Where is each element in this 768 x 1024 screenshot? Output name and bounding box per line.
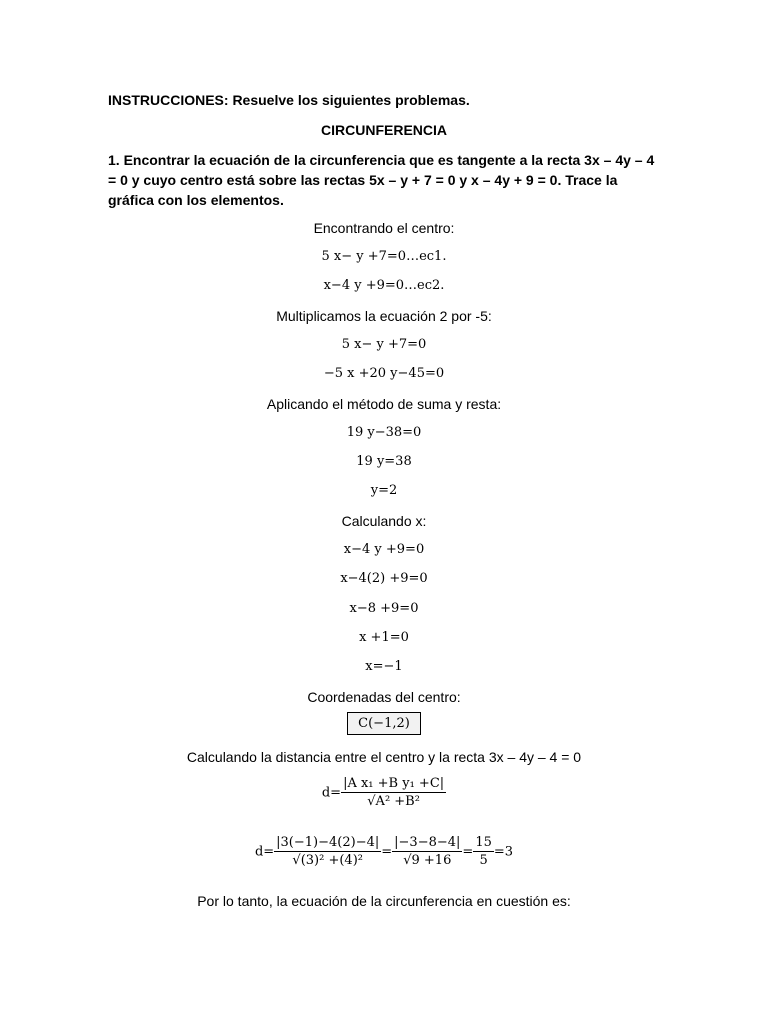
calc-fraction-3 <box>473 835 494 868</box>
equation-4: −5 x +20 y−45=0 <box>323 366 445 381</box>
distance-formula <box>0 776 768 809</box>
calc-numerator-2: |−3−8−4| <box>394 835 461 850</box>
conclusion-text: Por lo tanto, la ecuación de la circunferencia en cuestión es: <box>197 893 571 909</box>
step-multiply: Multiplicamos la ecuación 2 por -5: <box>276 308 492 324</box>
formula-numerator: |A x₁ +B y₁ +C| <box>343 776 445 791</box>
center-coordinates: C(−1,2) <box>347 712 421 735</box>
step-center-coords: Coordenadas del centro: <box>307 689 461 705</box>
equation-7: y=2 <box>370 483 398 498</box>
calc-lhs: d= <box>254 844 275 860</box>
equation-11: x +1=0 <box>359 630 409 645</box>
calc-result: =3 <box>493 844 514 860</box>
equation-2: x−4 y +9=0…ec2. <box>323 278 445 293</box>
equation-3: 5 x− y +7=0 <box>341 337 427 352</box>
calc-numerator-1: |3(−1)−4(2)−4| <box>276 835 380 850</box>
equation-5: 19 y−38=0 <box>346 425 422 440</box>
section-title: CIRCUNFERENCIA <box>321 122 447 138</box>
equation-12: x=−1 <box>365 659 403 674</box>
calc-numerator-3: 15 <box>475 835 492 850</box>
equation-10: x−8 +9=0 <box>349 601 419 616</box>
equation-1: 5 x− y +7=0…ec1. <box>321 249 447 264</box>
calc-fraction-1 <box>274 835 381 868</box>
calc-denominator-1: √(3)² +(4)² <box>292 853 363 868</box>
equation-8: x−4 y +9=0 <box>343 542 425 557</box>
calc-denominator-2: √9 +16 <box>403 853 452 868</box>
equation-9: x−4(2) +9=0 <box>340 571 428 586</box>
equation-6: 19 y=38 <box>356 454 412 469</box>
step-calc-x: Calculando x: <box>341 513 427 529</box>
step-distance: Calculando la distancia entre el centro y la recta 3x – 4y – 4 = 0 <box>186 749 582 765</box>
formula-fraction <box>341 776 446 809</box>
formula-denominator: √A² +B² <box>367 794 420 809</box>
equals-sign-2: = <box>462 844 474 860</box>
formula-lhs: d= <box>321 785 342 801</box>
calc-fraction-2 <box>392 835 462 868</box>
step-find-center: Encontrando el centro: <box>313 220 455 236</box>
problem-statement: 1. Encontrar la ecuación de la circunferencia que es tangente a la recta 3x – 4y – 4 = 0 y cuyo centro está sobre las rectas 5x – y + 7 = 0 y x – 4y + 9 = 0. Trace la gráfica con los elementos. <box>108 152 655 208</box>
equals-sign-1: = <box>381 844 393 860</box>
distance-calculation <box>0 835 768 868</box>
step-sum-subtract: Aplicando el método de suma y resta: <box>266 396 502 412</box>
center-box <box>0 712 768 735</box>
instructions-text: INSTRUCCIONES: Resuelve los siguientes problemas. <box>108 92 470 108</box>
calc-denominator-3: 5 <box>479 853 488 868</box>
